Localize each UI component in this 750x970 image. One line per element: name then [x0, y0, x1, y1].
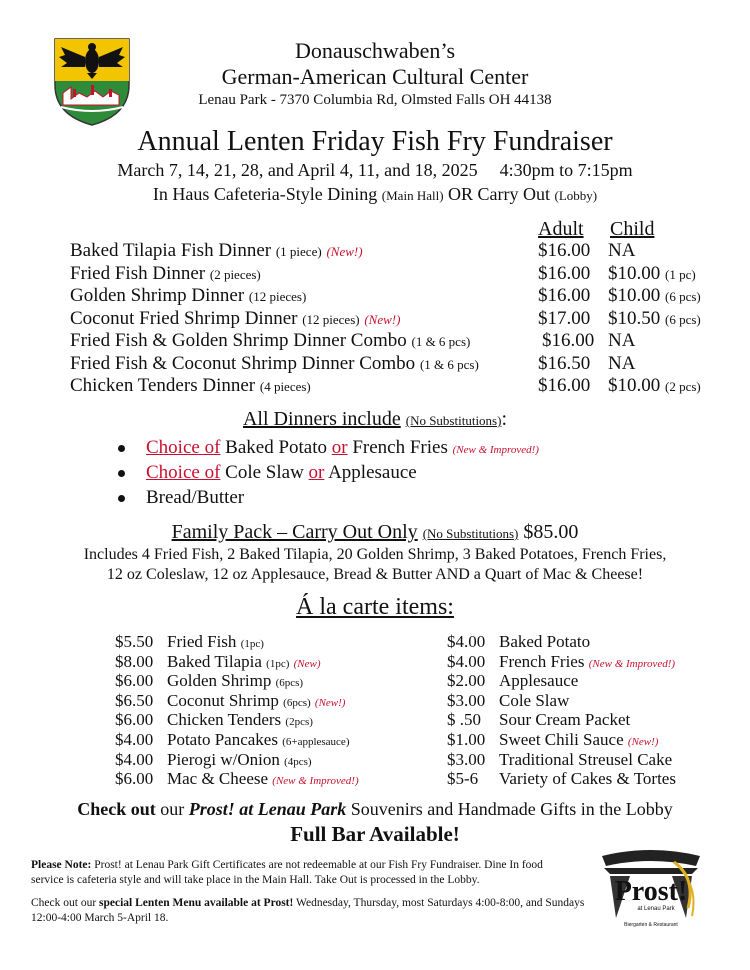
alacarte-row	[447, 671, 747, 691]
alacarte-row	[115, 769, 415, 789]
dining-a: In Haus Cafeteria-Style Dining	[152, 184, 378, 204]
alacarte-price: $6.50	[115, 690, 154, 710]
souvenirs-our: our	[160, 799, 185, 819]
alacarte-qty: (1pc)	[266, 657, 290, 670]
option-a: Cole Slaw	[225, 462, 304, 483]
menu-row	[70, 353, 750, 376]
choice-label: Choice of	[146, 437, 221, 458]
alacarte-price: $6.00	[115, 671, 154, 691]
alacarte-price: $4.00	[447, 632, 486, 651]
dates-text: March 7, 14, 21, 28, and April 4, 11, and 18, 2025	[117, 160, 478, 180]
alacarte-item-name: Chicken Tenders	[167, 710, 282, 730]
option-b: Applesauce	[328, 462, 417, 483]
item-name: Baked Tilapia Fish Dinner	[70, 240, 272, 261]
alacarte-title: Á la carte items:	[296, 594, 454, 620]
alacarte-item-name: Potato Pancakes	[167, 730, 278, 749]
dining-or: OR Carry Out	[448, 184, 551, 204]
please-note	[31, 858, 571, 888]
adult-price: $16.00	[542, 330, 595, 351]
child-price	[608, 285, 701, 307]
new-tag: (New!)	[627, 736, 659, 748]
item-name: Golden Shrimp Dinner	[70, 285, 245, 306]
menu-item-name	[70, 263, 261, 285]
alacarte-qty: (2pcs)	[285, 716, 313, 729]
souvenirs-post: Souvenirs and Handmade Gifts in the Lobby	[350, 799, 673, 819]
alacarte-item-name: Applesauce	[499, 671, 579, 691]
alacarte-row	[115, 750, 415, 770]
alacarte-item	[167, 710, 313, 730]
or-label: or	[331, 437, 348, 458]
alacarte-price: $4.00	[447, 651, 486, 671]
option-b: French Fries	[352, 437, 448, 458]
prost-logo	[596, 848, 706, 934]
alacarte-item	[499, 691, 569, 711]
alacarte-price: $ .50	[447, 710, 481, 730]
child-price-value: $10.00	[608, 285, 661, 306]
org-name-line2: German-American Cultural Center	[221, 64, 529, 89]
child-note: (6 pcs)	[665, 289, 701, 304]
org-name-line1: Donauschwaben’s	[294, 38, 456, 63]
child-header: Child	[610, 218, 655, 240]
alacarte-item-name: Traditional Streusel Cake	[499, 749, 673, 769]
includes-title	[0, 408, 750, 431]
alacarte-row	[115, 691, 415, 711]
alacarte-item	[167, 671, 303, 691]
item-qty: (12 pieces)	[248, 289, 307, 304]
alacarte-item	[167, 750, 312, 770]
alacarte-item-name: Pierogi w/Onion	[167, 749, 280, 769]
note-text2c: Wednesday, Thursday, most Saturdays 4:00-8:00, and Sundays 12:00-4:00 March 5-April 18.	[31, 897, 585, 924]
event-time: 4:30pm to 7:15pm	[499, 160, 633, 180]
child-price	[608, 240, 635, 262]
menu-item-name	[70, 240, 363, 262]
alacarte-item	[499, 652, 675, 672]
alacarte-row	[447, 710, 747, 730]
menu-row	[70, 285, 750, 308]
alacarte-price: $6.00	[115, 710, 154, 730]
alacarte-item	[499, 671, 578, 691]
dining-a-note: (Main Hall)	[381, 188, 444, 203]
option-a: Baked Potato	[225, 437, 328, 458]
note-text1: Prost! at Lenau Park Gift Certificates are not redeemable at our Fish Fry Fundraiser. Dine In food service is cafeteria style and will take place in the Main Hall. Take Out is processed in the Lobby.	[31, 859, 543, 886]
alacarte-price: $5-6	[447, 769, 479, 789]
alacarte-row	[115, 730, 415, 750]
alacarte-qty: (6+applesauce)	[282, 736, 350, 748]
menu-item-name	[70, 375, 311, 397]
menu-item-name	[70, 308, 400, 330]
child-price-value: $10.50	[608, 307, 661, 329]
alacarte-item-name: French Fries	[499, 651, 585, 671]
alacarte-price: $5.50	[115, 632, 154, 651]
include-item	[118, 437, 539, 462]
child-price-value: $10.00	[608, 262, 661, 284]
new-tag: (New & Improved!)	[452, 444, 539, 456]
alacarte-item	[167, 769, 359, 789]
family-pack-price: $85.00	[523, 521, 579, 543]
adult-price: $16.00	[538, 262, 591, 284]
alacarte-item-name: Baked Potato	[499, 632, 591, 651]
adult-price: $17.00	[538, 307, 591, 329]
alacarte-item	[499, 710, 630, 730]
full-bar: Full Bar Available!	[290, 822, 460, 846]
option-a: Bread/Butter	[146, 487, 245, 508]
item-qty: (2 pieces)	[209, 266, 261, 282]
family-pack-title	[0, 521, 750, 544]
new-tag: (New & Improved!)	[588, 657, 676, 670]
adult-price: $16.00	[538, 375, 591, 396]
alacarte-row	[115, 671, 415, 691]
item-qty: (1 & 6 pcs)	[419, 356, 479, 372]
alacarte-qty: (1pc)	[240, 638, 264, 650]
souvenirs-brand: Prost! at Lenau Park	[188, 799, 347, 819]
dining-options	[0, 184, 750, 205]
adult-price: $16.00	[538, 240, 591, 261]
item-name: Fried Fish & Golden Shrimp Dinner Combo	[70, 330, 407, 351]
alacarte-price: $6.00	[115, 769, 154, 789]
item-qty: (12 pieces)	[302, 311, 360, 327]
alacarte-item-name: Baked Tilapia	[167, 651, 262, 671]
child-price	[608, 263, 696, 285]
menu-row	[70, 263, 750, 286]
menu-row	[70, 330, 750, 353]
new-tag: (New!)	[326, 244, 363, 259]
child-price-value: NA	[608, 352, 636, 374]
child-price	[608, 375, 701, 397]
alacarte-item	[499, 769, 676, 789]
souvenirs-pre: Check out	[77, 799, 156, 819]
alacarte-item	[167, 691, 345, 711]
alacarte-price: $4.00	[115, 730, 154, 749]
new-tag: (New!)	[364, 311, 401, 327]
child-price	[608, 353, 635, 375]
new-tag: (New!)	[314, 696, 346, 709]
item-name: Fried Fish Dinner	[70, 262, 210, 284]
alacarte-item-name: Variety of Cakes & Tortes	[499, 769, 676, 789]
family-pack-note: (No Substitutions)	[422, 526, 519, 541]
family-pack-title-text: Family Pack – Carry Out Only	[171, 521, 418, 543]
new-tag: (New)	[293, 657, 321, 670]
menu-item-name	[70, 285, 306, 307]
alacarte-qty: (6pcs)	[275, 677, 304, 690]
menu-row	[70, 375, 750, 398]
dining-b-note: (Lobby)	[554, 188, 598, 203]
alacarte-row	[447, 769, 747, 789]
alacarte-item	[499, 730, 658, 750]
alacarte-price: $3.00	[447, 690, 486, 710]
lenten-menu-note	[31, 896, 591, 926]
alacarte-price: $1.00	[447, 730, 486, 749]
menu-item-name	[70, 330, 470, 352]
event-title: Annual Lenten Friday Fish Fry Fundraiser	[137, 126, 613, 157]
prost-logo-brand: Prost!	[614, 876, 688, 907]
alacarte-item-name: Mac & Cheese	[167, 769, 269, 789]
child-price-value: $10.00	[608, 375, 661, 396]
alacarte-item-name: Cole Slaw	[499, 690, 570, 710]
alacarte-row	[447, 632, 747, 652]
item-name: Coconut Fried Shrimp Dinner	[70, 307, 298, 329]
event-dates	[0, 160, 750, 181]
alacarte-row	[447, 750, 747, 770]
includes-list	[118, 437, 539, 512]
adult-price: $16.50	[538, 352, 591, 374]
child-note: (1 pc)	[665, 266, 696, 282]
item-qty: (4 pieces)	[259, 379, 311, 394]
alacarte-item-name: Fried Fish	[167, 632, 237, 651]
note-text2a: Check out our	[31, 897, 100, 909]
alacarte-row	[115, 652, 415, 672]
child-price-value: NA	[608, 330, 636, 351]
adult-header: Adult	[538, 218, 584, 240]
souvenirs-line	[0, 799, 750, 820]
alacarte-item-name: Sour Cream Packet	[499, 710, 631, 730]
alacarte-price: $2.00	[447, 671, 486, 691]
includes-title-text: All Dinners include	[242, 408, 401, 430]
alacarte-item	[499, 750, 672, 770]
alacarte-item	[167, 652, 321, 672]
alacarte-row	[115, 632, 415, 652]
item-qty: (1 piece)	[275, 244, 322, 259]
prost-logo-sub1: at Lenau Park	[637, 906, 675, 912]
alacarte-price: $4.00	[115, 749, 154, 769]
alacarte-qty: (6pcs)	[283, 696, 311, 709]
include-item	[118, 462, 539, 487]
alacarte-item-name: Sweet Chili Sauce	[499, 730, 624, 749]
alacarte-row	[115, 710, 415, 730]
address: Lenau Park - 7370 Columbia Rd, Olmsted Falls OH 44138	[198, 92, 552, 108]
or-label: or	[308, 462, 325, 483]
child-price	[608, 330, 635, 352]
alacarte-row	[447, 691, 747, 711]
child-price-value: NA	[608, 240, 636, 261]
alacarte-item	[167, 632, 264, 652]
menu-row	[70, 240, 750, 263]
note-text2b: special Lenten Menu available at Prost!	[99, 897, 294, 909]
alacarte-price: $3.00	[447, 749, 486, 769]
item-qty: (1 & 6 pcs)	[411, 334, 471, 349]
child-note: (2 pcs)	[665, 379, 701, 394]
item-name: Fried Fish & Coconut Shrimp Dinner Combo	[70, 352, 416, 374]
menu-row	[70, 308, 750, 331]
note-label: Please Note:	[31, 859, 92, 871]
choice-label: Choice of	[146, 462, 221, 483]
includes-colon: :	[501, 408, 508, 430]
alacarte-item	[499, 632, 590, 652]
alacarte-item-name: Golden Shrimp	[167, 671, 272, 691]
prost-logo-sub2: Biergarten & Restaurant	[624, 922, 678, 928]
alacarte-item-name: Coconut Shrimp	[167, 690, 279, 710]
alacarte-row	[447, 652, 747, 672]
alacarte-qty: (4pcs)	[284, 755, 312, 768]
child-note: (6 pcs)	[665, 311, 701, 327]
child-price	[608, 308, 701, 330]
adult-price: $16.00	[538, 285, 591, 306]
item-name: Chicken Tenders Dinner	[70, 375, 256, 396]
alacarte-price: $8.00	[115, 651, 154, 671]
alacarte-item	[167, 730, 349, 750]
new-tag: (New & Improved!)	[272, 775, 359, 788]
menu-item-name	[70, 353, 479, 375]
includes-note: (No Substitutions)	[405, 413, 502, 428]
family-pack-desc-line1: Includes 4 Fried Fish, 2 Baked Tilapia, 20 Golden Shrimp, 3 Baked Potatoes, French Fries,	[83, 546, 667, 563]
family-pack-desc-line2: 12 oz Coleslaw, 12 oz Applesauce, Bread & Butter AND a Quart of Mac & Cheese!	[106, 566, 644, 583]
alacarte-row	[447, 730, 747, 750]
include-item	[118, 487, 539, 512]
